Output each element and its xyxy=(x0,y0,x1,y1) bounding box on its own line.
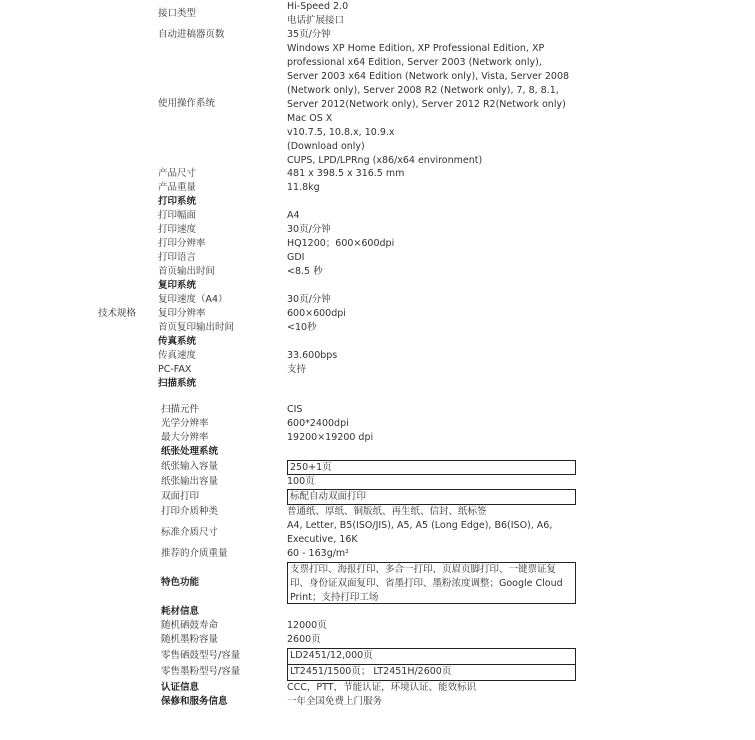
label-print-res: 打印分辨率 xyxy=(158,238,206,249)
label-fax-speed: 传真速度 xyxy=(158,350,197,361)
label-warranty: 保修和服务信息 xyxy=(161,696,228,707)
label-max-res: 最大分辨率 xyxy=(161,432,209,443)
value-optical-res: 600*2400dpi xyxy=(287,418,349,429)
value-weight: 11.8kg xyxy=(287,182,320,193)
section-paper: 纸张处理系统 xyxy=(161,446,219,457)
label-copy-speed: 复印速度（A4） xyxy=(158,294,228,305)
value-toner-cap: 2600页 xyxy=(287,634,321,645)
value-media-size: A4, Letter, B5(ISO/JIS), A5, A5 (Long Edge), B6(ISO), A6, Executive, 16K xyxy=(287,520,553,545)
label-features: 特色功能 xyxy=(161,577,200,588)
label-paper-in: 纸张输入容量 xyxy=(161,461,219,472)
label-drum-life: 随机硒鼓寿命 xyxy=(161,620,219,631)
label-first-page: 首页输出时间 xyxy=(158,266,216,277)
value-drum-model: LD2451/12,000页 xyxy=(287,648,576,665)
value-copy-res: 600×600dpi xyxy=(287,308,346,319)
label-print-size: 打印幅面 xyxy=(158,210,197,221)
label-media-weight: 推荐的介质重量 xyxy=(161,548,228,559)
value-warranty: 一年全国免费上门服务 xyxy=(287,696,383,707)
value-media-type: 普通纸、厚纸、铜版纸、再生纸、信封、纸标签 xyxy=(287,506,487,517)
label-cert: 认证信息 xyxy=(161,682,200,693)
value-pcfax: 支持 xyxy=(287,364,307,375)
label-optical-res: 光学分辨率 xyxy=(161,418,209,429)
label-size: 产品尺寸 xyxy=(158,168,197,179)
label-print-speed: 打印速度 xyxy=(158,224,197,235)
label-toner-cap: 随机墨粉容量 xyxy=(161,634,219,645)
value-print-lang: GDI xyxy=(287,252,305,263)
label-pcfax: PC-FAX xyxy=(158,364,192,375)
value-print-speed: 30页/分钟 xyxy=(287,224,331,235)
section-copy: 复印系统 xyxy=(158,280,197,291)
label-toner-model: 零售墨粉型号/容量 xyxy=(161,666,241,677)
section-scan: 扫描系统 xyxy=(158,378,197,389)
label-drum-model: 零售硒鼓型号/容量 xyxy=(161,650,241,661)
value-paper-out: 100页 xyxy=(287,476,315,487)
label-paper-out: 纸张输出容量 xyxy=(161,476,219,487)
label-media-type: 打印介质种类 xyxy=(161,506,219,517)
value-interface: Hi-Speed 2.0 电话扩展接口 xyxy=(287,1,349,26)
value-copy-speed: 30页/分钟 xyxy=(287,294,331,305)
label-copy-res: 复印分辨率 xyxy=(158,308,206,319)
section-print: 打印系统 xyxy=(158,196,197,207)
label-print-lang: 打印语言 xyxy=(158,252,197,263)
label-duplex: 双面打印 xyxy=(161,491,200,502)
value-media-weight: 60 - 163g/m² xyxy=(287,548,349,559)
label-scan-element: 扫描元件 xyxy=(161,404,200,415)
value-fax-speed: 33.600bps xyxy=(287,350,338,361)
value-paper-in: 250+1页 xyxy=(287,460,576,475)
side-label: 技术规格 xyxy=(98,308,137,319)
value-adf: 35页/分钟 xyxy=(287,29,331,40)
label-media-size: 标准介质尺寸 xyxy=(161,527,219,538)
value-scan-element: CIS xyxy=(287,404,303,415)
value-max-res: 19200×19200 dpi xyxy=(287,432,374,443)
label-os: 使用操作系统 xyxy=(158,98,216,109)
value-os: Windows XP Home Edition, XP Professional Edition, XP professional x64 Edition, Server 2003 (Network only), Server 2003 x64 Edition (Network only), Vista, Server 2008 (Network only), Server 2008 R2 (Network only), 7, 8, 8.1, Server 2012(Network only), Server 2012 R2(Network only) Mac OS X v10.7.5, 10.8.x, 10.9.x (Download only) CUPS, LPD/LPRng (x86/x64 environment) xyxy=(287,43,570,166)
label-weight: 产品重量 xyxy=(158,182,197,193)
value-print-size: A4 xyxy=(287,210,300,221)
section-supplies: 耗材信息 xyxy=(161,606,200,617)
value-features: 支票打印、海报打印、多合一打印、页眉页脚打印、一键票证复印、身份证双面复印、省墨打印、墨粉浓度调整；Google Cloud Print；支持打印工场 xyxy=(287,562,576,604)
value-cert: CCC，PTT，节能认证，环境认证、能效标识 xyxy=(287,682,477,693)
value-drum-life: 12000页 xyxy=(287,620,327,631)
value-print-res: HQ1200；600×600dpi xyxy=(287,238,395,249)
value-size: 481 x 398.5 x 316.5 mm xyxy=(287,168,405,179)
value-duplex: 标配自动双面打印 xyxy=(287,489,576,505)
value-toner-model: LT2451/1500页； LT2451H/2600页 xyxy=(287,664,576,681)
label-adf: 自动进稿器页数 xyxy=(158,29,225,40)
value-first-page: <8.5 秒 xyxy=(287,266,323,277)
value-copy-first: <10秒 xyxy=(287,322,317,333)
label-interface: 接口类型 xyxy=(158,8,197,19)
label-copy-first: 首页复印输出时间 xyxy=(158,322,235,333)
section-fax: 传真系统 xyxy=(158,336,197,347)
